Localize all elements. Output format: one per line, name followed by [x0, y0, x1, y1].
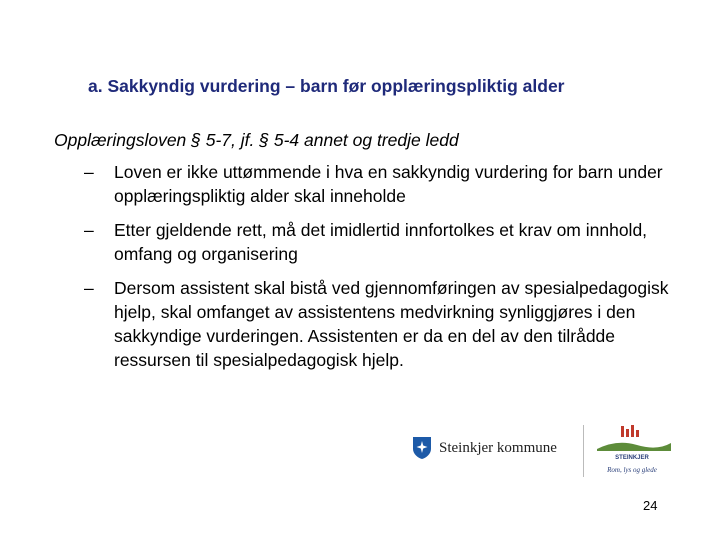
- city-logo: [591, 423, 673, 481]
- bullet-dash: –: [84, 278, 94, 298]
- city-logo-tagline: Rom, lys og glede: [607, 466, 657, 474]
- bullet-item: [84, 276, 684, 372]
- bullet-item: [84, 218, 684, 266]
- bullet-text: Loven er ikke uttømmende i hva en sakkyndig vurdering for barn under opplæringspliktig alder skal inneholde: [114, 162, 663, 206]
- bullet-item: [84, 160, 684, 208]
- page-number: 24: [643, 498, 658, 513]
- city-skyline-icon: [597, 425, 671, 451]
- slide-subtitle: Opplæringsloven § 5-7, jf. § 5-4 annet og tredje ledd: [54, 130, 459, 150]
- steinkjer-kommune-logo: [412, 436, 557, 460]
- bullet-dash: –: [84, 162, 94, 182]
- municipality-name: Steinkjer kommune: [439, 439, 557, 456]
- bullet-text: Dersom assistent skal bistå ved gjennomføringen av spesialpedagogisk hjelp, skal omfanget av assistentens medvirkning synliggjøres i den sakkyndige vurderingen. Assistenten er da en del av den tilrådde ressursen til spesialpedagogisk hjelp.: [114, 278, 669, 370]
- logo-divider: [583, 425, 584, 477]
- city-logo-text: STEINKJER: [615, 455, 649, 461]
- bullet-text: Etter gjeldende rett, må det imidlertid innfortolkes et krav om innhold, omfang og organisering: [114, 220, 648, 264]
- bullet-dash: –: [84, 220, 94, 240]
- bullet-list: [84, 160, 684, 382]
- slide-title: a. Sakkyndig vurdering – barn før opplæringspliktig alder: [88, 76, 565, 96]
- shield-icon: [412, 436, 432, 460]
